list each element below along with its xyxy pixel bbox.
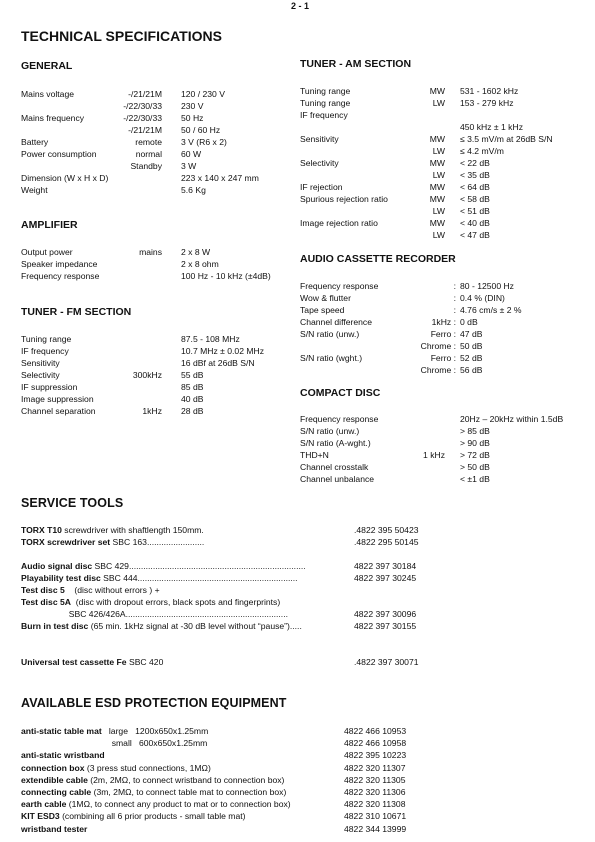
spec-row <box>300 133 595 145</box>
spec-row <box>21 136 296 148</box>
equipment-description <box>21 737 342 749</box>
spec-row <box>21 124 296 136</box>
spec-label: Channel difference <box>300 317 372 327</box>
spec-label: Channel separation <box>21 406 96 416</box>
spec-condition: remote <box>135 137 162 147</box>
equipment-description <box>21 620 352 632</box>
equipment-name: TORX screwdriver set <box>21 537 111 547</box>
spec-value: > 90 dB <box>460 438 490 448</box>
spec-row <box>300 461 595 473</box>
spec-label: Tuning range <box>300 98 351 108</box>
equipment-detail: (65 min. 1kHz signal at -30 dB level without “pause”)..... <box>88 621 302 631</box>
spec-row <box>300 97 595 109</box>
equipment-row <box>21 749 461 761</box>
order-code: 4822 397 30096 <box>354 609 417 619</box>
spec-condition: -/21/21M <box>128 125 162 135</box>
equipment-row <box>21 737 461 749</box>
spec-row <box>300 316 595 328</box>
spec-label: Mains voltage <box>21 89 75 99</box>
equipment-detail: (3m, 2MΩ, to connect table mat to connection box) <box>91 787 287 797</box>
equipment-detail: SBC 420 <box>126 657 164 667</box>
order-code: 4822 320 11306 <box>344 787 406 797</box>
spec-row <box>300 437 595 449</box>
equipment-row <box>21 725 461 737</box>
spec-label: Weight <box>21 185 48 195</box>
order-code: 4822 344 13999 <box>344 823 407 834</box>
spec-value: 223 x 140 x 247 mm <box>181 173 259 183</box>
spec-condition: : <box>453 281 456 291</box>
equipment-detail: SBC 444................................................................... <box>100 573 298 583</box>
equipment-name: anti-static wristband <box>21 750 105 761</box>
spec-value: 230 V <box>181 101 204 111</box>
spec-label: Frequency response <box>300 281 379 291</box>
equipment-row <box>21 632 461 644</box>
spec-label: Sensitivity <box>300 134 339 144</box>
equipment-description <box>21 536 352 548</box>
spec-label: Frequency response <box>21 271 100 281</box>
spec-label: IF rejection <box>300 182 343 192</box>
spec-value: 531 - 1602 kHz <box>460 86 519 96</box>
order-code: 4822 320 11305 <box>344 774 406 785</box>
spec-row <box>300 181 595 193</box>
equipment-row <box>21 762 461 774</box>
spec-condition: MW <box>429 182 445 192</box>
spec-value: 52 dB <box>460 353 483 363</box>
spec-row <box>21 405 296 417</box>
spec-value: 50 Hz <box>181 113 204 123</box>
equipment-name: Test disc 5 <box>21 585 65 595</box>
spec-label: IF frequency <box>300 110 348 120</box>
spec-value: 0.4 % (DIN) <box>460 293 505 303</box>
order-code: 4822 310 10671 <box>344 811 407 822</box>
spec-value: < 64 dB <box>460 182 490 192</box>
equipment-detail: SBC 429.......................................................................... <box>92 561 306 571</box>
spec-label: IF suppression <box>21 382 78 392</box>
spec-row <box>300 205 595 217</box>
spec-value: < ±1 dB <box>460 474 490 484</box>
equipment-name: Burn in test disc <box>21 621 89 631</box>
equipment-detail: (combining all 6 prior products - small table mat) <box>59 811 246 822</box>
order-code: 4822 397 30155 <box>354 621 417 631</box>
equipment-name: connecting cable <box>21 787 92 797</box>
spec-label: THD+N <box>300 450 329 460</box>
equipment-description <box>21 762 342 774</box>
equipment-description <box>21 786 342 798</box>
spec-label: IF frequency <box>21 346 69 356</box>
spec-row <box>21 333 296 345</box>
order-code: .4822 397 30071 <box>354 657 419 667</box>
order-code: 4822 466 10958 <box>344 738 407 749</box>
spec-label: Mains frequency <box>21 113 85 123</box>
spec-row <box>21 270 296 282</box>
order-code: 4822 397 30245 <box>354 573 417 583</box>
spec-condition: Chrome : <box>420 365 456 375</box>
spec-row <box>300 364 595 376</box>
equipment-row <box>21 536 461 548</box>
equipment-detail: (2m, 2MΩ, to connect wristband to connection box) <box>87 774 285 785</box>
spec-condition: MW <box>429 86 445 96</box>
equipment-row <box>21 560 461 572</box>
equipment-detail: (disc without errors ) + <box>64 585 160 595</box>
equipment-name: Playability test disc <box>21 573 101 583</box>
spec-value: ≤ 3.5 mV/m at 26dB S/N <box>460 134 553 144</box>
spec-label: Wow & flutter <box>300 293 351 303</box>
tuner-fm-heading: TUNER - FM SECTION <box>21 306 132 318</box>
spec-condition: Ferro : <box>430 353 456 363</box>
spec-label: Frequency response <box>300 414 379 424</box>
equipment-detail: screwdriver with shaftlength 150mm. <box>61 525 204 535</box>
equipment-row <box>21 810 461 822</box>
spec-value: > 50 dB <box>460 462 490 472</box>
general-heading: GENERAL <box>21 60 73 72</box>
spec-row <box>300 340 595 352</box>
equipment-row <box>21 798 461 810</box>
spec-condition: 300kHz <box>132 370 162 380</box>
spec-row <box>300 304 595 316</box>
equipment-row <box>21 786 461 798</box>
spec-value: 56 dB <box>460 365 483 375</box>
equipment-row <box>21 584 461 596</box>
spec-row <box>300 473 595 485</box>
equipment-name: anti-static table mat <box>21 726 102 736</box>
spec-label: Image suppression <box>21 394 94 404</box>
spec-row <box>21 393 296 405</box>
spec-row <box>300 121 595 133</box>
spec-row <box>21 184 296 196</box>
spec-label: Dimension (W x H x D) <box>21 173 109 183</box>
spec-condition: MW <box>429 134 445 144</box>
spec-row <box>21 100 296 112</box>
spec-condition: mains <box>139 247 162 257</box>
spec-value: 60 W <box>181 149 202 159</box>
spec-condition: LW <box>432 146 445 156</box>
equipment-name: earth cable <box>21 799 67 810</box>
spec-row <box>21 172 296 184</box>
spec-row <box>300 85 595 97</box>
equipment-detail: (3 press stud connections, 1MΩ) <box>84 762 211 773</box>
equipment-row <box>21 548 461 560</box>
order-code: 4822 397 30184 <box>354 561 417 571</box>
spec-value: 450 kHz ± 1 kHz <box>460 122 523 132</box>
page-title: TECHNICAL SPECIFICATIONS <box>21 28 222 44</box>
spec-row <box>21 112 296 124</box>
spec-label: Power consumption <box>21 149 97 159</box>
equipment-name: connection box <box>21 762 85 773</box>
equipment-description <box>21 608 352 620</box>
amplifier-heading: AMPLIFIER <box>21 219 78 231</box>
spec-value: 80 - 12500 Hz <box>460 281 514 291</box>
spec-label: Image rejection ratio <box>300 218 378 228</box>
spec-label: Channel crosstalk <box>300 462 369 472</box>
equipment-row <box>21 524 461 536</box>
spec-condition: LW <box>432 170 445 180</box>
spec-condition: -/21/21M <box>128 89 162 99</box>
spec-condition: normal <box>135 149 162 159</box>
equipment-description <box>21 560 352 572</box>
spec-value: 0 dB <box>460 317 478 327</box>
spec-condition: MW <box>429 194 445 204</box>
equipment-description <box>21 584 352 596</box>
spec-row <box>300 280 595 292</box>
spec-condition: -/22/30/33 <box>123 101 162 111</box>
equipment-name: Test disc 5A <box>21 597 71 607</box>
spec-value: < 51 dB <box>460 206 490 216</box>
spec-row <box>21 345 296 357</box>
cassette-heading: AUDIO CASSETTE RECORDER <box>300 253 456 265</box>
equipment-name: KIT ESD3 <box>21 811 60 822</box>
spec-value: 55 dB <box>181 370 204 380</box>
equipment-name: wristband tester <box>21 823 88 834</box>
spec-value: 3 V (R6 x 2) <box>181 137 227 147</box>
tuner-am-heading: TUNER - AM SECTION <box>300 58 412 70</box>
spec-label: Battery <box>21 137 49 147</box>
page-number: 2 - 1 <box>291 1 310 11</box>
spec-value: 20Hz – 20kHz within 1.5dB <box>460 414 564 424</box>
spec-condition: -/22/30/33 <box>123 113 162 123</box>
spec-row <box>300 292 595 304</box>
spec-value: < 47 dB <box>460 230 490 240</box>
spec-value: 47 dB <box>460 329 483 339</box>
spec-condition: MW <box>429 218 445 228</box>
spec-row <box>300 413 595 425</box>
spec-value: 3 W <box>181 161 197 171</box>
equipment-name: Universal test cassette Fe <box>21 657 127 667</box>
spec-condition: Standby <box>130 161 162 171</box>
spec-label: Tuning range <box>300 86 351 96</box>
equipment-description <box>21 524 352 536</box>
equipment-description <box>21 725 342 737</box>
spec-row <box>300 449 595 461</box>
spec-row <box>300 425 595 437</box>
spec-label: Tuning range <box>21 334 72 344</box>
spec-value: > 72 dB <box>460 450 490 460</box>
spec-label: Selectivity <box>21 370 60 380</box>
equipment-name: Audio signal disc <box>21 561 93 571</box>
spec-row <box>21 246 296 258</box>
spec-row <box>21 148 296 160</box>
spec-label: Spurious rejection ratio <box>300 194 388 204</box>
spec-row <box>21 160 296 172</box>
spec-label: Channel unbalance <box>300 474 375 484</box>
spec-value: 2 x 8 ohm <box>181 259 219 269</box>
spec-value: 50 dB <box>460 341 483 351</box>
spec-label: S/N ratio (unw.) <box>300 426 360 436</box>
spec-row <box>21 369 296 381</box>
equipment-detail: (disc with dropout errors, black spots and fingerprints) <box>71 597 281 607</box>
equipment-description <box>21 810 342 822</box>
equipment-detail: (1MΩ, to connect any product to mat or to connection box) <box>66 799 291 810</box>
spec-value: < 58 dB <box>460 194 490 204</box>
spec-value: 2 x 8 W <box>181 247 211 257</box>
equipment-name: extendible cable <box>21 774 88 785</box>
spec-value: 10.7 MHz ± 0.02 MHz <box>181 346 265 356</box>
spec-row <box>300 217 595 229</box>
spec-value: 40 dB <box>181 394 204 404</box>
spec-condition: : <box>453 293 456 303</box>
spec-label: S/N ratio (wght.) <box>300 353 363 363</box>
spec-row <box>21 381 296 393</box>
equipment-description <box>21 798 342 810</box>
equipment-name: TORX T10 <box>21 525 62 535</box>
equipment-description <box>21 656 352 668</box>
spec-label: S/N ratio (unw.) <box>300 329 360 339</box>
spec-row <box>300 145 595 157</box>
equipment-row <box>21 608 461 620</box>
spec-value: ≤ 4.2 mV/m <box>460 146 504 156</box>
spec-value: 5.6 Kg <box>181 185 206 195</box>
spec-label: Selectivity <box>300 158 339 168</box>
order-code: 4822 395 10223 <box>344 750 407 761</box>
spec-row <box>300 109 595 121</box>
spec-value: > 85 dB <box>460 426 490 436</box>
equipment-description <box>21 774 342 786</box>
equipment-detail: small 600x650x1.25mm <box>21 738 208 749</box>
order-code: .4822 395 50423 <box>354 525 419 535</box>
spec-condition: LW <box>432 98 445 108</box>
spec-label: Tape speed <box>300 305 345 315</box>
spec-value: < 40 dB <box>460 218 490 228</box>
equipment-detail: SBC 426/426A.................................................................... <box>21 609 288 619</box>
equipment-detail: large 1200x650x1.25mm <box>101 726 209 736</box>
spec-value: 28 dB <box>181 406 204 416</box>
spec-condition: Ferro : <box>430 329 456 339</box>
spec-condition: Chrome : <box>420 341 456 351</box>
order-code: 4822 466 10953 <box>344 726 407 736</box>
equipment-description <box>21 823 342 835</box>
spec-label: Output power <box>21 247 73 257</box>
equipment-detail: SBC 163........................ <box>110 537 205 547</box>
spec-label: Speaker impedance <box>21 259 98 269</box>
spec-row <box>21 88 296 100</box>
spec-row <box>300 229 595 241</box>
spec-value: 87.5 - 108 MHz <box>181 334 240 344</box>
spec-condition: 1kHz : <box>431 317 456 327</box>
cd-heading: COMPACT DISC <box>300 387 381 399</box>
service-tools-heading: SERVICE TOOLS <box>21 496 124 510</box>
order-code: .4822 295 50145 <box>354 537 419 547</box>
esd-heading: AVAILABLE ESD PROTECTION EQUIPMENT <box>21 696 287 710</box>
spec-value: 50 / 60 Hz <box>181 125 221 135</box>
spec-row <box>300 157 595 169</box>
spec-row <box>21 258 296 270</box>
equipment-row <box>21 644 461 656</box>
equipment-row <box>21 572 461 584</box>
equipment-description <box>21 749 342 761</box>
spec-row <box>300 328 595 340</box>
spec-condition: 1 kHz <box>423 450 445 460</box>
spec-label: Sensitivity <box>21 358 60 368</box>
spec-value: 100 Hz - 10 kHz (±4dB) <box>181 271 271 281</box>
equipment-row <box>21 596 461 608</box>
spec-value: 16 dBf at 26dB S/N <box>181 358 255 368</box>
order-code: 4822 320 11307 <box>344 762 406 773</box>
spec-row <box>21 357 296 369</box>
spec-condition: MW <box>429 158 445 168</box>
spec-value: < 22 dB <box>460 158 490 168</box>
spec-value: 4.76 cm/s ± 2 % <box>460 305 522 315</box>
spec-condition: LW <box>432 206 445 216</box>
spec-condition: LW <box>432 230 445 240</box>
spec-row <box>300 352 595 364</box>
spec-row <box>300 193 595 205</box>
spec-value: 120 / 230 V <box>181 89 225 99</box>
spec-value: < 35 dB <box>460 170 490 180</box>
equipment-description <box>21 596 352 608</box>
spec-condition: : <box>453 305 456 315</box>
spec-label: S/N ratio (A-wght.) <box>300 438 371 448</box>
equipment-row <box>21 774 461 786</box>
spec-row <box>300 169 595 181</box>
order-code: 4822 320 11308 <box>344 799 406 810</box>
spec-value: 153 - 279 kHz <box>460 98 514 108</box>
equipment-row <box>21 620 461 632</box>
equipment-row <box>21 823 461 835</box>
equipment-row <box>21 656 461 668</box>
equipment-description <box>21 572 352 584</box>
spec-condition: 1kHz <box>142 406 162 416</box>
spec-value: 85 dB <box>181 382 204 392</box>
